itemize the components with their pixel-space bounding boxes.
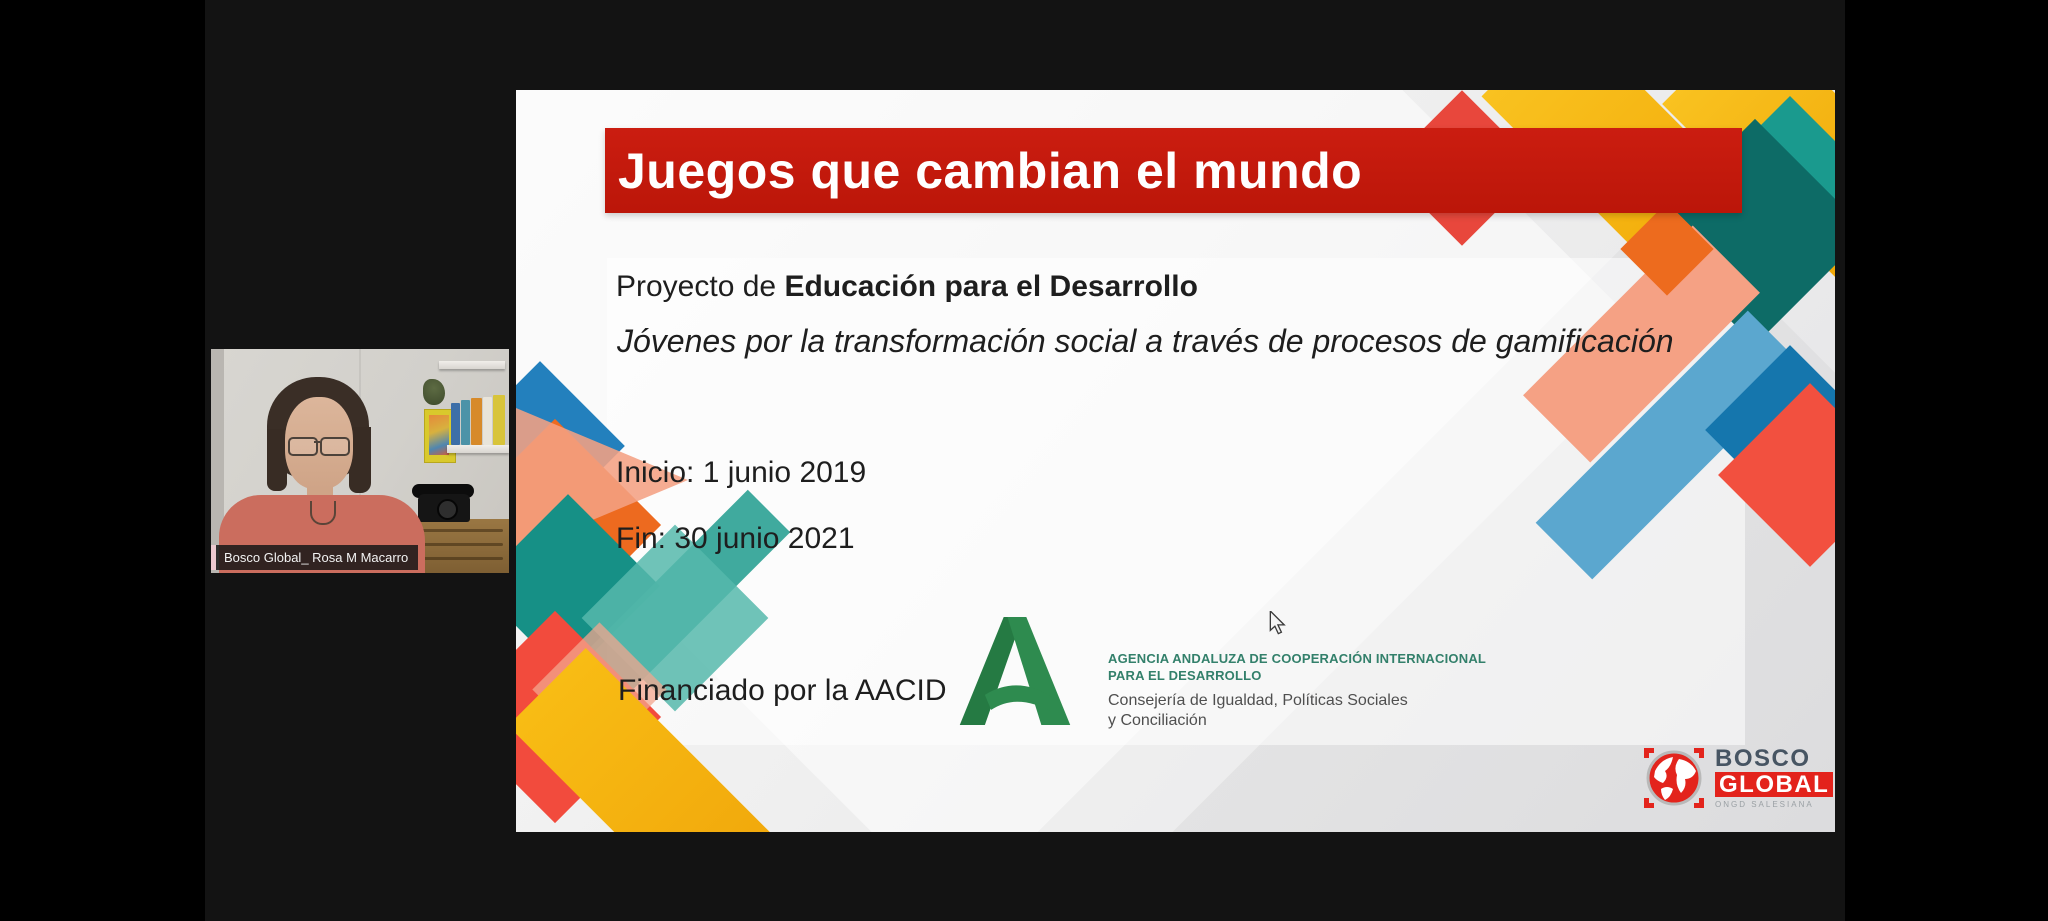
end-date-line: Fin: 30 junio 2021	[616, 522, 855, 555]
project-bold: Educación para el Desarrollo	[784, 270, 1198, 303]
project-prefix: Proyecto de	[616, 270, 785, 303]
plant	[423, 379, 445, 405]
slide-title-banner	[605, 128, 1742, 213]
slide-title: Juegos que cambian el mundo	[618, 142, 1363, 199]
bosco-line2: GLOBAL	[1715, 772, 1833, 797]
rotary-phone-dial	[437, 499, 458, 520]
aacid-line2: PARA EL DESARROLLO	[1108, 668, 1262, 683]
bosco-wordmark	[1715, 747, 1833, 809]
aacid-line1: AGENCIA ANDALUZA DE COOPERACIÓN INTERNACIONAL	[1108, 651, 1487, 666]
junta-de-andalucia-a-icon	[952, 612, 1078, 735]
frame-artwork	[429, 415, 449, 455]
aacid-line4: y Conciliación	[1108, 712, 1207, 729]
participant-name-badge	[211, 545, 418, 570]
glasses-icon	[288, 437, 350, 452]
project-subtitle: Jóvenes por la transformación social a través de procesos de gamificación	[617, 323, 1674, 359]
project-type-line	[616, 270, 1198, 304]
funding-line: Financiado por la AACID	[618, 674, 947, 707]
person-hair-left	[267, 429, 287, 491]
shelf-bottom	[447, 445, 509, 453]
book-row	[451, 395, 509, 445]
aacid-line3: Consejería de Igualdad, Políticas Sociales	[1108, 692, 1408, 709]
shelf-top	[439, 361, 505, 369]
webcam-thumbnail[interactable]	[211, 349, 509, 573]
aacid-text-block	[1108, 650, 1486, 731]
start-date-line: Inicio: 1 junio 2019	[616, 456, 867, 489]
participant-name: Bosco Global_ Rosa M Macarro	[224, 550, 409, 565]
bosco-line3: ONGD SALESIANA	[1715, 800, 1814, 809]
person-necklace	[310, 501, 336, 525]
presentation-slide	[516, 90, 1835, 832]
bosco-globe-icon	[1641, 745, 1707, 811]
bosco-line1: BOSCO	[1715, 745, 1811, 772]
mouse-cursor-icon	[1268, 611, 1286, 640]
bosco-global-logo	[1641, 745, 1833, 811]
